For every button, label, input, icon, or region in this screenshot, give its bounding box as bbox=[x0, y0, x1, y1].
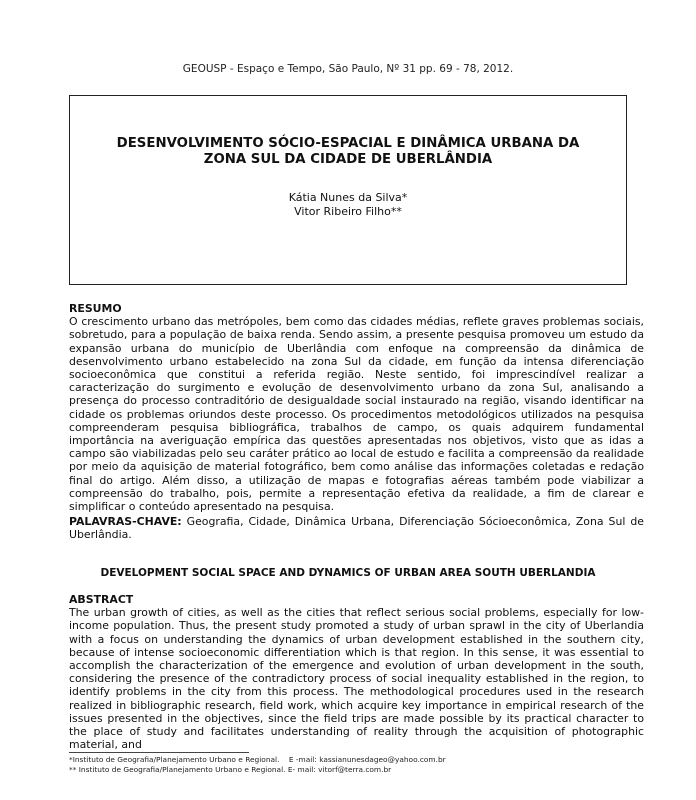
author-1: Kátia Nunes da Silva* bbox=[288, 191, 408, 204]
keywords-text: Geografia, Cidade, Dinâmica Urbana, Diferenciação Sócioeconômica, Zona Sul de Uberlândia. bbox=[69, 515, 644, 542]
footnote-1: *Instituto de Geografia/Planejamento Urbano e Regional. E -mail: kassianunesdageo@yahoo.com.br bbox=[69, 755, 446, 764]
abstract-section bbox=[69, 593, 644, 751]
journal-citation: GEOUSP - Espaço e Tempo, São Paulo, Nº 31 pp. 69 - 78, 2012. bbox=[182, 63, 514, 75]
keywords-section bbox=[69, 515, 644, 541]
english-title: DEVELOPMENT SOCIAL SPACE AND DYNAMICS OF URBAN AREA SOUTH UBERLANDIA bbox=[100, 567, 596, 579]
author-2: Vitor Ribeiro Filho** bbox=[294, 205, 402, 218]
resumo-section bbox=[69, 302, 644, 513]
title-line-1: DESENVOLVIMENTO SÓCIO-ESPACIAL E DINÂMICA URBANA DA bbox=[116, 136, 580, 151]
footnote-divider bbox=[69, 752, 249, 753]
title-box bbox=[69, 95, 627, 285]
resumo-heading: RESUMO bbox=[69, 302, 122, 315]
abstract-body: The urban growth of cities, as well as the cities that reflect serious social problems, especially for low-income population. Thus, the present study promoted a study of urban sprawl in the city of Uberlandia with a focus on understanding the dynamics of urban development established in the southern city, because of intense socioeconomic differentiation which is that region. In this sense, it was essential to accomplish the characterization of the emergence and evolution of urban development in the south, considering the presence of the contradictory process of social inequality established in the region, to identify problems in the city from this process. The methodological procedures used in the research realized in bibliographic research, field work, which acquire key importance in empirical research of the issues presented in the objectives, since the field trips are made possible by its practical character to the place of study and facilitates understanding of reality through the acquisition of photographic material, and bbox=[69, 606, 644, 752]
authors bbox=[70, 191, 626, 219]
keywords-label: PALAVRAS-CHAVE: bbox=[69, 515, 182, 528]
article-title bbox=[70, 136, 626, 168]
footnotes bbox=[69, 755, 644, 775]
title-line-2: ZONA SUL DA CIDADE DE UBERLÂNDIA bbox=[203, 152, 493, 167]
abstract-heading: ABSTRACT bbox=[69, 593, 134, 606]
footnote-2: ** Instituto de Geografia/Planejamento Urbano e Regional. E- mail: vitorf@terra.com.br bbox=[69, 764, 392, 774]
resumo-body: O crescimento urbano das metrópoles, bem como das cidades médias, reflete graves problemas sociais, sobretudo, para a população de baixa renda. Sendo assim, a presente pesquisa promoveu um estudo da expansão urbana do município de Uberlândia com enfoque na compreensão da dinâmica de desenvolvimento urbano estabelecido na zona Sul da cidade, em função da intensa diferenciação socioeconômica que constitui a referida região. Neste sentido, foi imprescindível realizar a caracterização do surgimento e evolução de desenvolvimento urbano da zona Sul, analisando a presença do processo contraditório de desigualdade social instaurado na região, visando identificar na cidade os problemas oriundos deste processo. Os procedimentos metodológicos utilizados na pesquisa compreenderam pesquisa bibliográfica, trabalhos de campo, os quais adquirem fundamental importância na averiguação empírica das questões apresentadas nos objetivos, visto que as idas a campo são viabilizadas pelo seu caráter prático ao local de estudo e facilita a compreensão da realidade por meio da aquisição de material fotográfico, bem como análise das informações coletadas e redação final do artigo. Além disso, a utilização de mapas e fotografias aéreas também pode viabilizar a compreensão do trabalho, pois, permite a representação efetiva da realidade, a fim de clarear e simplificar o conteúdo apresentado na pesquisa. bbox=[69, 315, 644, 514]
